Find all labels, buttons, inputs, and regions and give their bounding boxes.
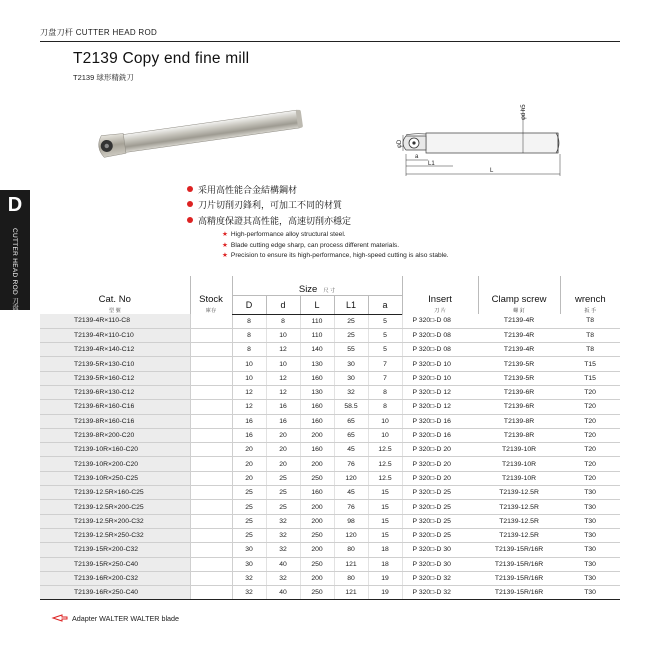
cell-L: 200	[300, 543, 334, 557]
cell-L: 110	[300, 328, 334, 342]
section-tab-text: CUTTER HEAD ROD 刀盘刀杆	[11, 228, 18, 325]
cell-L: 140	[300, 343, 334, 357]
cell-stock	[190, 428, 232, 442]
cell-insert: P 320□-D 25	[402, 514, 478, 528]
cell-D: 16	[232, 414, 266, 428]
cell-a: 7	[368, 371, 402, 385]
cell-L: 250	[300, 557, 334, 571]
cell-d: 12	[266, 343, 300, 357]
section-label: 刀盘刀杆 CUTTER HEAD ROD	[40, 28, 158, 37]
col-header-insert: Insert 刀 片	[402, 276, 478, 314]
cell-insert: P 320□-D 08	[402, 343, 478, 357]
cell-L1: 65	[334, 428, 368, 442]
cell-L: 160	[300, 486, 334, 500]
cell-D: 16	[232, 428, 266, 442]
footer-note: Adapter WALTER WALTER blade	[52, 614, 179, 623]
page-subtitle: T2139 球形精銑刀	[73, 73, 134, 82]
cell-cat: T2139-15R×200-C32	[40, 543, 190, 557]
cell-clamp: T2139-15R/16R	[478, 557, 560, 571]
dim-L1-label: L1	[428, 161, 435, 167]
cell-clamp: T2139-8R	[478, 414, 560, 428]
cell-wrench: T8	[560, 314, 620, 328]
cell-D: 8	[232, 343, 266, 357]
cell-insert: P 320□-D 25	[402, 528, 478, 542]
table-row	[40, 357, 620, 371]
col-header-wrench: wrench 扳 手	[560, 276, 620, 314]
cell-L: 160	[300, 371, 334, 385]
cell-wrench: T20	[560, 400, 620, 414]
cell-D: 25	[232, 528, 266, 542]
cell-L1: 45	[334, 486, 368, 500]
cell-stock	[190, 328, 232, 342]
cell-D: 32	[232, 586, 266, 600]
page-header	[40, 24, 620, 42]
bullet-dot-icon	[187, 201, 193, 207]
cell-wrench: T20	[560, 428, 620, 442]
cell-stock	[190, 400, 232, 414]
feature-en-item: ★ Blade cutting edge sharp, can process different materials.	[222, 241, 400, 249]
dim-L-label: L	[490, 168, 494, 174]
cell-stock	[190, 500, 232, 514]
technical-drawing	[398, 100, 578, 180]
cell-D: 12	[232, 385, 266, 399]
cell-stock	[190, 357, 232, 371]
table-row	[40, 371, 620, 385]
table-row	[40, 385, 620, 399]
cell-D: 20	[232, 443, 266, 457]
cell-stock	[190, 557, 232, 571]
cell-L: 200	[300, 514, 334, 528]
cell-d: 32	[266, 543, 300, 557]
cell-insert: P 320□-D 12	[402, 385, 478, 399]
feature-cn-item: 刀片切削刃鋒利，可加工不同的材質	[187, 198, 351, 213]
cell-d: 32	[266, 571, 300, 585]
cell-d: 20	[266, 428, 300, 442]
cell-a: 19	[368, 586, 402, 600]
cell-wrench: T30	[560, 528, 620, 542]
cell-clamp: T2139-10R	[478, 471, 560, 485]
table-row	[40, 586, 620, 600]
cell-insert: P 320□-D 16	[402, 414, 478, 428]
cell-cat: T2139-4R×110-C8	[40, 314, 190, 328]
cell-insert: P 320□-D 12	[402, 400, 478, 414]
cell-L1: 65	[334, 414, 368, 428]
page-title: T2139 Copy end fine mill	[73, 50, 250, 67]
cell-d: 32	[266, 528, 300, 542]
cell-a: 18	[368, 557, 402, 571]
cell-clamp: T2139-12.5R	[478, 486, 560, 500]
cell-stock	[190, 371, 232, 385]
cell-insert: P 320□-D 08	[402, 328, 478, 342]
cell-a: 5	[368, 314, 402, 328]
cell-L1: 98	[334, 514, 368, 528]
col-header-D: D	[232, 295, 266, 314]
cell-stock	[190, 571, 232, 585]
cell-clamp: T2139-6R	[478, 400, 560, 414]
cell-cat: T2139-16R×200-C32	[40, 571, 190, 585]
cell-a: 12.5	[368, 471, 402, 485]
cell-d: 25	[266, 500, 300, 514]
table-row	[40, 486, 620, 500]
cell-a: 15	[368, 528, 402, 542]
cell-insert: P 320□-D 25	[402, 500, 478, 514]
cell-wrench: T15	[560, 357, 620, 371]
cell-a: 15	[368, 514, 402, 528]
cell-insert: P 320□-D 25	[402, 486, 478, 500]
cell-cat: T2139-12.5R×250-C32	[40, 528, 190, 542]
cell-wrench: T30	[560, 486, 620, 500]
cell-L1: 80	[334, 571, 368, 585]
table-row	[40, 543, 620, 557]
cell-insert: P 320□-D 20	[402, 471, 478, 485]
cell-cat: T2139-12.5R×200-C25	[40, 500, 190, 514]
cell-d: 40	[266, 586, 300, 600]
cell-clamp: T2139-6R	[478, 385, 560, 399]
cell-stock	[190, 343, 232, 357]
cell-clamp: T2139-4R	[478, 328, 560, 342]
table-row	[40, 457, 620, 471]
cell-D: 25	[232, 486, 266, 500]
cell-clamp: T2139-4R	[478, 343, 560, 357]
cell-clamp: T2139-15R/16R	[478, 586, 560, 600]
cell-clamp: T2139-8R	[478, 428, 560, 442]
cell-D: 20	[232, 471, 266, 485]
cell-L: 200	[300, 500, 334, 514]
cell-insert: P 320□-D 32	[402, 571, 478, 585]
cell-a: 10	[368, 428, 402, 442]
cell-d: 20	[266, 443, 300, 457]
cell-L1: 121	[334, 586, 368, 600]
cell-d: 25	[266, 486, 300, 500]
cell-clamp: T2139-15R/16R	[478, 571, 560, 585]
cell-L: 160	[300, 400, 334, 414]
cell-a: 5	[368, 343, 402, 357]
cell-stock	[190, 314, 232, 328]
cell-insert: P 320□-D 08	[402, 314, 478, 328]
cell-d: 12	[266, 385, 300, 399]
cell-wrench: T15	[560, 371, 620, 385]
cell-cat: T2139-4R×140-C12	[40, 343, 190, 357]
col-header-d: d	[266, 295, 300, 314]
cell-clamp: T2139-5R	[478, 357, 560, 371]
cell-D: 30	[232, 557, 266, 571]
cell-clamp: T2139-10R	[478, 443, 560, 457]
cell-cat: T2139-10R×250-C25	[40, 471, 190, 485]
col-header-clamp: Clamp screw 螺 釘	[478, 276, 560, 314]
cell-insert: P 320□-D 16	[402, 428, 478, 442]
cell-d: 16	[266, 400, 300, 414]
cell-wrench: T20	[560, 385, 620, 399]
table-row	[40, 557, 620, 571]
cell-L1: 32	[334, 385, 368, 399]
tool-product-image	[92, 110, 307, 158]
cell-stock	[190, 385, 232, 399]
col-header-a: a	[368, 295, 402, 314]
bullet-dot-icon	[187, 186, 193, 192]
cell-a: 5	[368, 328, 402, 342]
cell-L1: 30	[334, 371, 368, 385]
feature-cn-item: 高精度保證其高性能，高速切削亦穩定	[187, 214, 351, 229]
cell-D: 30	[232, 543, 266, 557]
cell-D: 8	[232, 328, 266, 342]
cell-L: 160	[300, 414, 334, 428]
cell-cat: T2139-12.5R×200-C32	[40, 514, 190, 528]
cell-L: 250	[300, 471, 334, 485]
col-header-L: L	[300, 295, 334, 314]
adapter-arrow-icon	[52, 614, 68, 622]
cell-wrench: T30	[560, 514, 620, 528]
tool-body	[97, 108, 303, 158]
cell-D: 20	[232, 457, 266, 471]
cell-clamp: T2139-4R	[478, 314, 560, 328]
dim-d-label: φd h5	[521, 104, 527, 120]
cell-clamp: T2139-12.5R	[478, 528, 560, 542]
feature-cn-item: 采用高性能合金結構鋼材	[187, 183, 351, 198]
cell-L: 250	[300, 528, 334, 542]
cell-cat: T2139-8R×200-C20	[40, 428, 190, 442]
cell-cat: T2139-15R×250-C40	[40, 557, 190, 571]
cell-a: 18	[368, 543, 402, 557]
cell-a: 15	[368, 486, 402, 500]
cell-wrench: T20	[560, 414, 620, 428]
table-row	[40, 443, 620, 457]
dim-a-label: a	[415, 154, 419, 160]
cell-d: 12	[266, 371, 300, 385]
cell-stock	[190, 486, 232, 500]
cell-L1: 58.5	[334, 400, 368, 414]
cell-wrench: T20	[560, 457, 620, 471]
cell-wrench: T8	[560, 328, 620, 342]
bullet-dot-icon	[187, 217, 193, 223]
cell-stock	[190, 443, 232, 457]
cell-wrench: T30	[560, 543, 620, 557]
cell-L: 130	[300, 385, 334, 399]
cell-cat: T2139-12.5R×160-C25	[40, 486, 190, 500]
cell-d: 10	[266, 357, 300, 371]
cell-a: 8	[368, 385, 402, 399]
table-row	[40, 471, 620, 485]
cell-wrench: T30	[560, 586, 620, 600]
cell-insert: P 320□-D 10	[402, 357, 478, 371]
cell-wrench: T20	[560, 471, 620, 485]
cell-d: 25	[266, 471, 300, 485]
cell-d: 32	[266, 514, 300, 528]
cell-stock	[190, 514, 232, 528]
cell-L1: 25	[334, 314, 368, 328]
cell-stock	[190, 414, 232, 428]
cell-L: 200	[300, 457, 334, 471]
cell-cat: T2139-6R×130-C12	[40, 385, 190, 399]
features-cn-list	[187, 183, 351, 229]
cell-D: 32	[232, 571, 266, 585]
cell-L: 110	[300, 314, 334, 328]
cell-wrench: T30	[560, 557, 620, 571]
cell-stock	[190, 543, 232, 557]
cell-cat: T2139-4R×110-C10	[40, 328, 190, 342]
cell-a: 7	[368, 357, 402, 371]
cell-cat: T2139-5R×160-C12	[40, 371, 190, 385]
cell-d: 40	[266, 557, 300, 571]
table-row	[40, 400, 620, 414]
cell-L1: 76	[334, 457, 368, 471]
cell-stock	[190, 471, 232, 485]
star-icon: ★	[222, 231, 228, 238]
col-header-stock: Stock 庫存	[190, 276, 232, 314]
cell-a: 8	[368, 400, 402, 414]
star-icon: ★	[222, 252, 228, 260]
cell-insert: P 320□-D 32	[402, 586, 478, 600]
table-row	[40, 528, 620, 542]
cell-stock	[190, 586, 232, 600]
cell-a: 12.5	[368, 443, 402, 457]
cell-clamp: T2139-5R	[478, 371, 560, 385]
cell-cat: T2139-10R×160-C20	[40, 443, 190, 457]
cell-D: 10	[232, 357, 266, 371]
cell-d: 20	[266, 457, 300, 471]
spec-table	[40, 276, 620, 600]
section-letter: D	[7, 194, 23, 216]
cell-wrench: T30	[560, 500, 620, 514]
cell-d: 10	[266, 328, 300, 342]
cell-clamp: T2139-15R/16R	[478, 543, 560, 557]
cell-cat: T2139-8R×160-C16	[40, 414, 190, 428]
cell-a: 12.5	[368, 457, 402, 471]
cell-D: 25	[232, 500, 266, 514]
cell-cat: T2139-6R×160-C16	[40, 400, 190, 414]
cell-L: 200	[300, 428, 334, 442]
star-icon: ★	[222, 241, 228, 249]
cell-cat: T2139-16R×250-C40	[40, 586, 190, 600]
cell-D: 8	[232, 314, 266, 328]
cell-stock	[190, 528, 232, 542]
cell-L: 200	[300, 571, 334, 585]
table-row	[40, 571, 620, 585]
cell-insert: P 320□-D 10	[402, 371, 478, 385]
cell-stock	[190, 457, 232, 471]
cell-L1: 30	[334, 357, 368, 371]
col-header-cat: Cat. No 型 號	[98, 294, 131, 314]
feature-en-item: ★ Precision to ensure its high-performance, high-speed cutting is also stable.	[222, 252, 449, 260]
cell-L1: 120	[334, 471, 368, 485]
col-header-L1: L1	[334, 295, 368, 314]
table-row	[40, 514, 620, 528]
cell-D: 25	[232, 514, 266, 528]
cell-L1: 76	[334, 500, 368, 514]
cell-wrench: T8	[560, 343, 620, 357]
cell-a: 15	[368, 500, 402, 514]
table-row	[40, 500, 620, 514]
cell-L: 250	[300, 586, 334, 600]
table-row	[40, 414, 620, 428]
cell-cat: T2139-10R×200-C20	[40, 457, 190, 471]
col-header-size: Size 尺 寸	[232, 276, 402, 295]
cell-L1: 55	[334, 343, 368, 357]
cell-insert: P 320□-D 20	[402, 457, 478, 471]
table-row	[40, 428, 620, 442]
table-row	[40, 314, 620, 328]
cell-wrench: T30	[560, 571, 620, 585]
cell-insert: P 320□-D 30	[402, 543, 478, 557]
cell-clamp: T2139-12.5R	[478, 514, 560, 528]
cell-a: 10	[368, 414, 402, 428]
cell-d: 8	[266, 314, 300, 328]
cell-cat: T2139-5R×130-C10	[40, 357, 190, 371]
cell-clamp: T2139-12.5R	[478, 500, 560, 514]
section-side-tab	[0, 190, 30, 325]
cell-L: 160	[300, 443, 334, 457]
cell-L: 130	[300, 357, 334, 371]
dim-D-label: φD	[397, 139, 403, 148]
cell-L1: 121	[334, 557, 368, 571]
cell-clamp: T2139-10R	[478, 457, 560, 471]
cell-L1: 80	[334, 543, 368, 557]
cell-L1: 45	[334, 443, 368, 457]
cell-L1: 120	[334, 528, 368, 542]
feature-en-item: ★ High-performance alloy structural steel.	[222, 231, 346, 238]
table-row	[40, 328, 620, 342]
table-row	[40, 343, 620, 357]
features-en-list	[222, 230, 449, 262]
cell-wrench: T20	[560, 443, 620, 457]
cell-D: 10	[232, 371, 266, 385]
cell-L1: 25	[334, 328, 368, 342]
cell-D: 12	[232, 400, 266, 414]
cell-insert: P 320□-D 30	[402, 557, 478, 571]
cell-d: 16	[266, 414, 300, 428]
cell-a: 19	[368, 571, 402, 585]
cell-insert: P 320□-D 20	[402, 443, 478, 457]
